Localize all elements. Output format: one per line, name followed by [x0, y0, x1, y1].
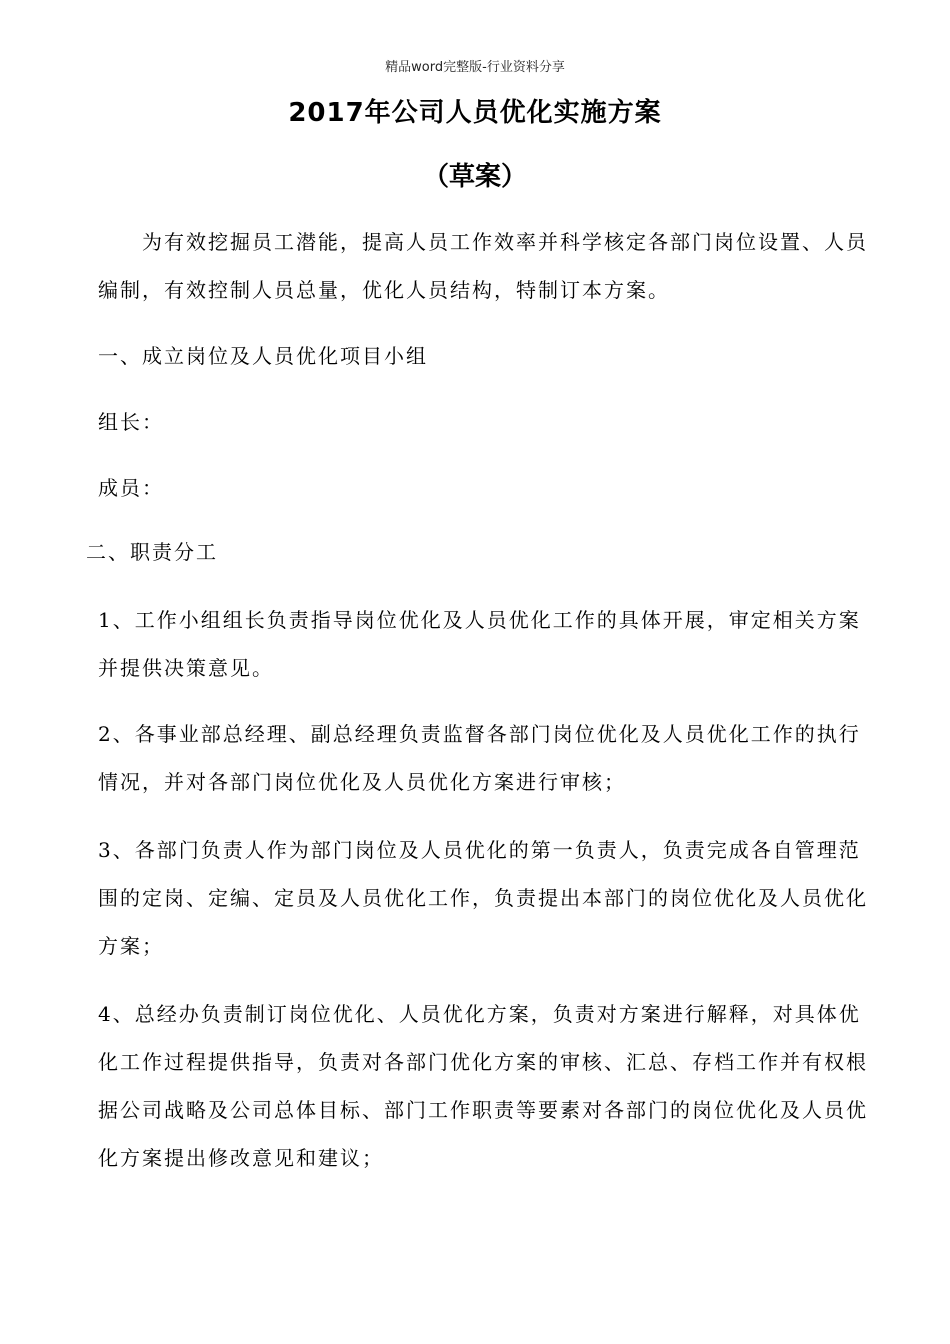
section-2-heading: 二、职责分工 [86, 540, 218, 564]
document-title: 2017年公司人员优化实施方案 [288, 98, 662, 128]
duty-item-3: 3、各部门负责人作为部门岗位及人员优化的第一负责人，负责完成各自管理范围的定岗、定编、定员及人员优化工作，负责提出本部门的岗位优化及人员优化方案； [98, 838, 868, 958]
intro-paragraph: 为有效挖掘员工潜能，提高人员工作效率并科学核定各部门岗位设置、人员编制，有效控制人员总量，优化人员结构，特制订本方案。 [98, 230, 868, 302]
header-note: 精品word完整版-行业资料分享 [385, 60, 565, 75]
duty-item-2: 2、各事业部总经理、副总经理负责监督各部门岗位优化及人员优化工作的执行情况，并对各部门岗位优化及人员优化方案进行审核； [98, 722, 861, 794]
document-subtitle: （草案） [422, 162, 527, 192]
group-leader-label: 组长： [98, 410, 164, 434]
duty-item-1: 1、工作小组组长负责指导岗位优化及人员优化工作的具体开展，审定相关方案并提供决策意见。 [98, 608, 861, 680]
group-members-label: 成员： [98, 476, 164, 500]
duty-item-4: 4、总经办负责制订岗位优化、人员优化方案，负责对方案进行解释，对具体优化工作过程提供指导，负责对各部门优化方案的审核、汇总、存档工作并有权根据公司战略及公司总体目标、部门工作职责等要素对各部门的岗位优化及人员优化方案提出修改意见和建议； [98, 1002, 868, 1170]
section-1-heading: 一、成立岗位及人员优化项目小组 [98, 344, 428, 368]
